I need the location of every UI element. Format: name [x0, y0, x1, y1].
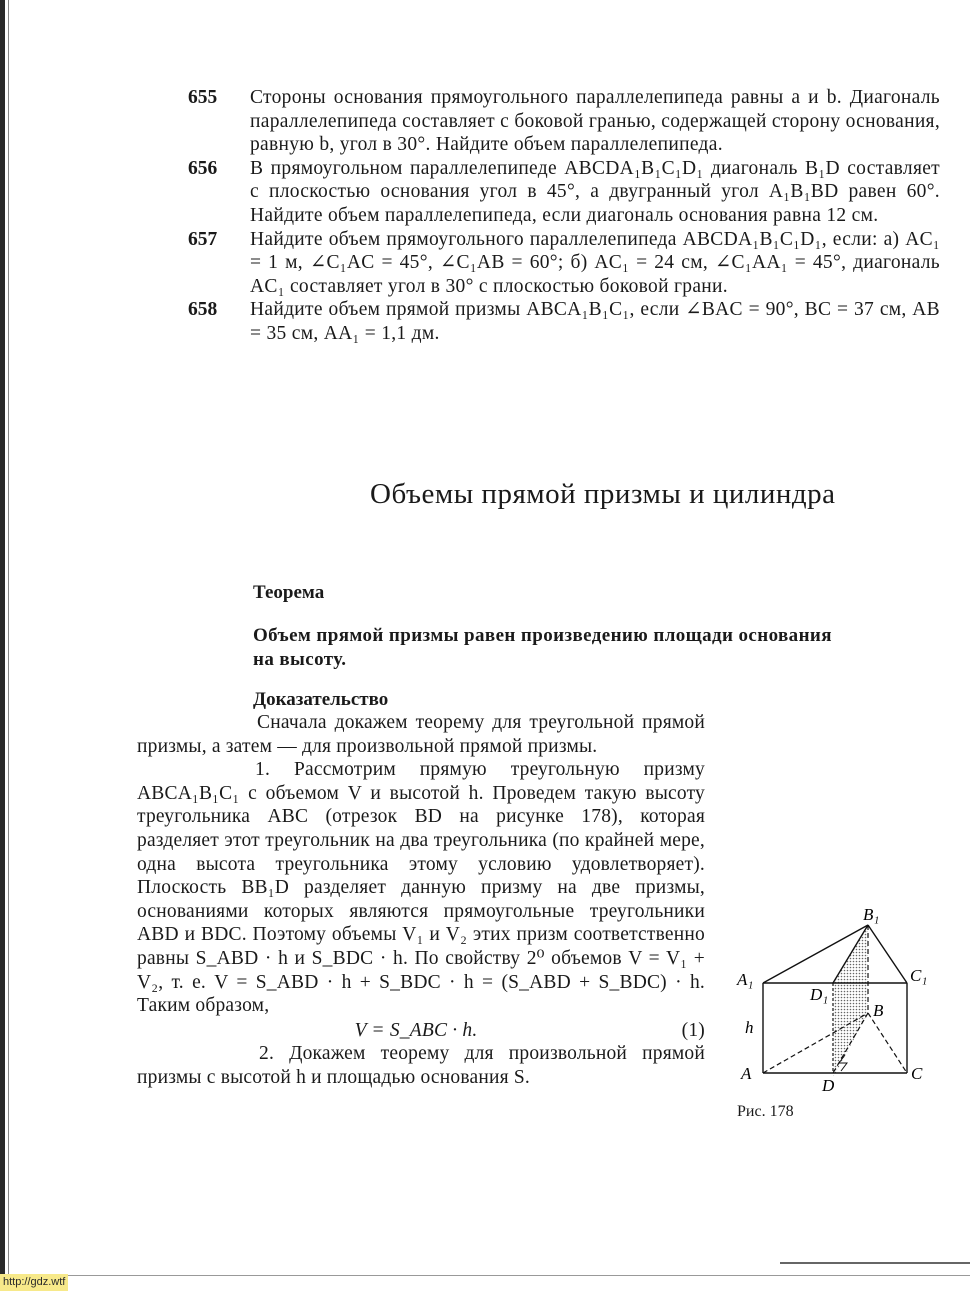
problem-item	[188, 228, 940, 299]
proof-paragraph: Сначала докажем теорему для треугольной прямой призмы, а затем — для произвольной прямой призмы.	[137, 712, 705, 757]
label-C1: C₁	[910, 966, 928, 985]
proof-paragraph: 1. Рассмотрим прямую треугольную призму ABCA₁B₁C₁ с объемом V и высотой h. Проведем такую высоту треугольника ABC (отрезок BD на рисунке 178), которая разделяет этот треугольник на два треугольника (по крайней мере, одна высота треугольника этому условию удовлетворяет). Плоскость BB₁D разделяет данную призму на две призмы, основаниями которых являются прямоугольные треугольники ABD и BDC. Поэтому объемы V₁ и V₂ этих призм соответственно равны S_ABD · h и S_BDC · h. По свойству 2⁰ объемов V = V₁ + V₂, т. е. V = S_ABD · h + S_BDC · h = (S_ABD + S_BDC) · h. Таким образом,	[137, 759, 705, 1017]
problem-item	[188, 298, 940, 345]
label-A1: A₁	[737, 970, 754, 989]
problem-text: Найдите объем прямоугольного параллелепипеда ABCDA₁B₁C₁D₁, если: а) AC₁ = 1 м, ∠C₁AC = 45°, ∠C₁AB = 60°; б) AC₁ = 24 см, ∠C₁AA₁ = 45°, диагональ AC₁ составляет угол в 30° с плоскостью боковой грани.	[250, 228, 940, 297]
problem-number: 656	[188, 157, 218, 179]
section-title: Объемы прямой призмы и цилиндра	[370, 478, 836, 510]
section-plane	[833, 925, 868, 1078]
label-C: C	[911, 1064, 923, 1083]
label-D1: D₁	[810, 985, 829, 1004]
label-B: B	[873, 1001, 884, 1020]
proof-body	[137, 711, 705, 1090]
formula-expression: V = S_ABC · h.	[354, 1019, 478, 1041]
theorem-statement: Объем прямой призмы равен произведению площади основания на высоту.	[253, 625, 832, 670]
formula-number: (1)	[681, 1019, 705, 1041]
edge-B-C	[868, 1013, 907, 1073]
label-D: D	[822, 1076, 835, 1093]
label-B1: B₁	[863, 905, 880, 924]
problem-number: 655	[188, 87, 218, 108]
problem-number: 657	[188, 228, 218, 250]
scan-edge-line	[8, 0, 9, 1275]
problem-text: В прямоугольном параллелепипеде ABCDA₁B₁C₁D₁ диагональ B₁D составляет с плоскостью основания угол в 45°, а двугранный угол A₁B₁BD равен 60°. Найдите объем параллелепипеда, если диагональ основания равна 12 см.	[250, 157, 940, 226]
divider	[20, 1275, 970, 1276]
problem-list	[188, 86, 940, 346]
problem-text: Найдите объем прямой призмы ABCA₁B₁C₁, если ∠BAC = 90°, BC = 37 см, AB = 35 см, AA₁ = 1,1 дм.	[250, 299, 940, 344]
problem-number: 658	[188, 299, 218, 321]
scan-edge	[0, 0, 5, 1275]
problem-text: Стороны основания прямоугольного параллелепипеда равны a и b. Диагональ параллелепипеда составляет с боковой гранью, содержащей сторону основания, равную b, угол в 30°. Найдите объем параллелепипеда.	[250, 87, 940, 156]
figure-caption: Рис. 178	[737, 1103, 794, 1120]
problem-item	[188, 157, 940, 228]
prism-figure	[735, 903, 935, 1093]
watermark-link[interactable]: http://gdz.wtf	[0, 1274, 68, 1291]
problem-item	[188, 86, 940, 157]
edge-B1-C1	[868, 925, 907, 983]
divider	[780, 1262, 970, 1264]
label-h: h	[745, 1018, 754, 1037]
proof-label: Доказательство	[253, 689, 389, 710]
formula	[137, 1019, 705, 1043]
label-A: A	[741, 1064, 752, 1083]
theorem-label: Теорема	[253, 582, 325, 603]
proof-paragraph: 2. Докажем теорему для произвольной прямой призмы с высотой h и площадью основания S.	[137, 1043, 705, 1088]
